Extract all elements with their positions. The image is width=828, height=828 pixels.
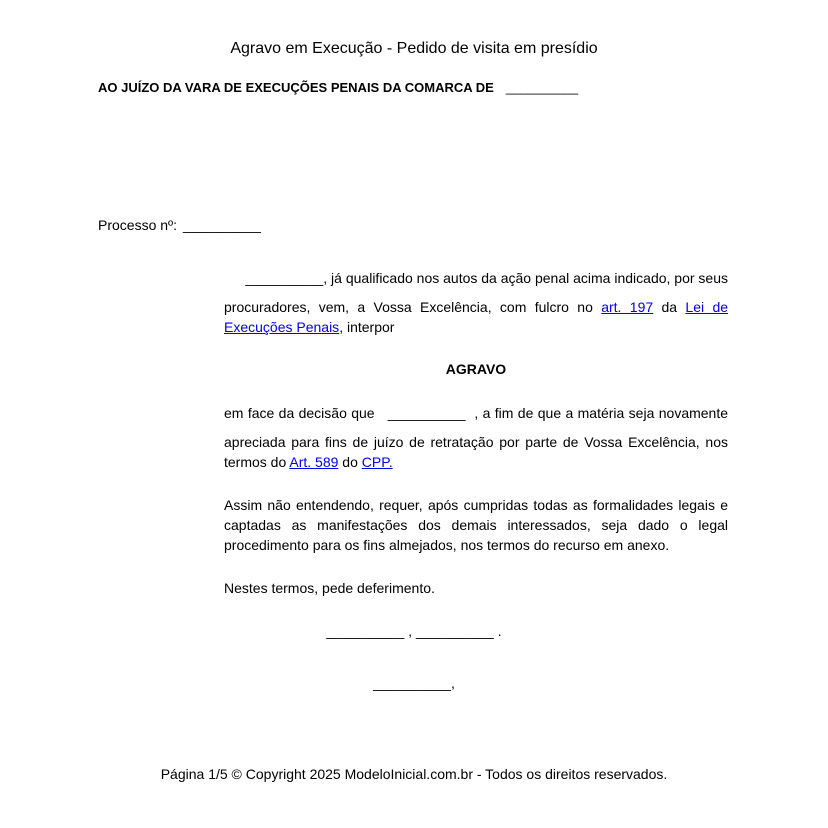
comarca-blank: __________	[505, 80, 579, 95]
cpp-link[interactable]: CPP.	[361, 454, 393, 470]
intro-line-2	[224, 297, 728, 317]
decision-line-1-end: , a fim de que a matéria seja novamente	[474, 405, 729, 421]
request-line: procedimento para os fins almejados, nos termos do recurso em anexo.	[224, 537, 670, 553]
intro-line-3	[224, 317, 728, 337]
date-blank: __________	[415, 623, 494, 639]
agravo-heading: AGRAVO	[445, 361, 507, 377]
request-paragraph	[224, 495, 728, 555]
request-line: Assim não entendendo, requer, após cumpridas todas as formalidades legais e	[224, 497, 728, 513]
intro-line-1	[224, 268, 728, 288]
art-589-link[interactable]: Art. 589	[289, 454, 339, 470]
lei-execucoes-link-part2[interactable]: Execuções Penais	[224, 319, 340, 335]
place-date-separator: ,	[408, 623, 413, 639]
document-title: Agravo em Execução - Pedido de visita em presídio	[230, 40, 598, 57]
intro-line-2-text: procuradores, vem, a Vossa Excelência, com fulcro no	[224, 299, 593, 315]
place-date-end: .	[497, 623, 502, 639]
signature-end: ,	[450, 675, 455, 691]
intro-line-3-text: , interpor	[339, 319, 395, 335]
decision-line-1	[224, 403, 728, 423]
art-197-link[interactable]: art. 197	[601, 299, 654, 315]
intro-da-text: da	[661, 299, 678, 315]
addressee-line	[98, 80, 578, 95]
decision-line-2: apreciada para fins de juízo de retratação por parte de Vossa Excelência, nos	[224, 434, 728, 450]
decision-blank: __________	[387, 405, 466, 421]
lei-execucoes-link-part1[interactable]: Lei de	[685, 299, 729, 315]
party-blank: __________	[245, 270, 324, 286]
place-date-line	[0, 623, 828, 639]
place-blank: __________	[326, 623, 405, 639]
decision-paragraph	[224, 403, 728, 472]
decision-do-text: do	[342, 454, 358, 470]
addressee-text: AO JUÍZO DA VARA DE EXECUÇÕES PENAIS DA COMARCA DE	[98, 80, 494, 95]
page-footer: Página 1/5 © Copyright 2025 ModeloInicial.com.br - Todos os direitos reservados.	[160, 766, 668, 782]
process-blank: __________	[183, 217, 261, 233]
closing-text: Nestes termos, pede deferimento.	[224, 580, 435, 596]
signature-line	[0, 675, 828, 691]
decision-line-1-start: em face da decisão que	[224, 405, 375, 421]
process-number-line	[98, 217, 261, 233]
intro-line-1-text: , já qualificado nos autos da ação penal acima indicado, por seus	[323, 270, 728, 286]
request-line: captadas as manifestações dos demais interessados, seja dado o legal	[224, 517, 728, 533]
decision-line-3	[224, 452, 728, 472]
decision-line-3-start: termos do	[224, 454, 287, 470]
process-label: Processo nº:	[98, 217, 178, 233]
signature-blank: __________	[373, 675, 451, 691]
intro-paragraph	[224, 268, 728, 337]
